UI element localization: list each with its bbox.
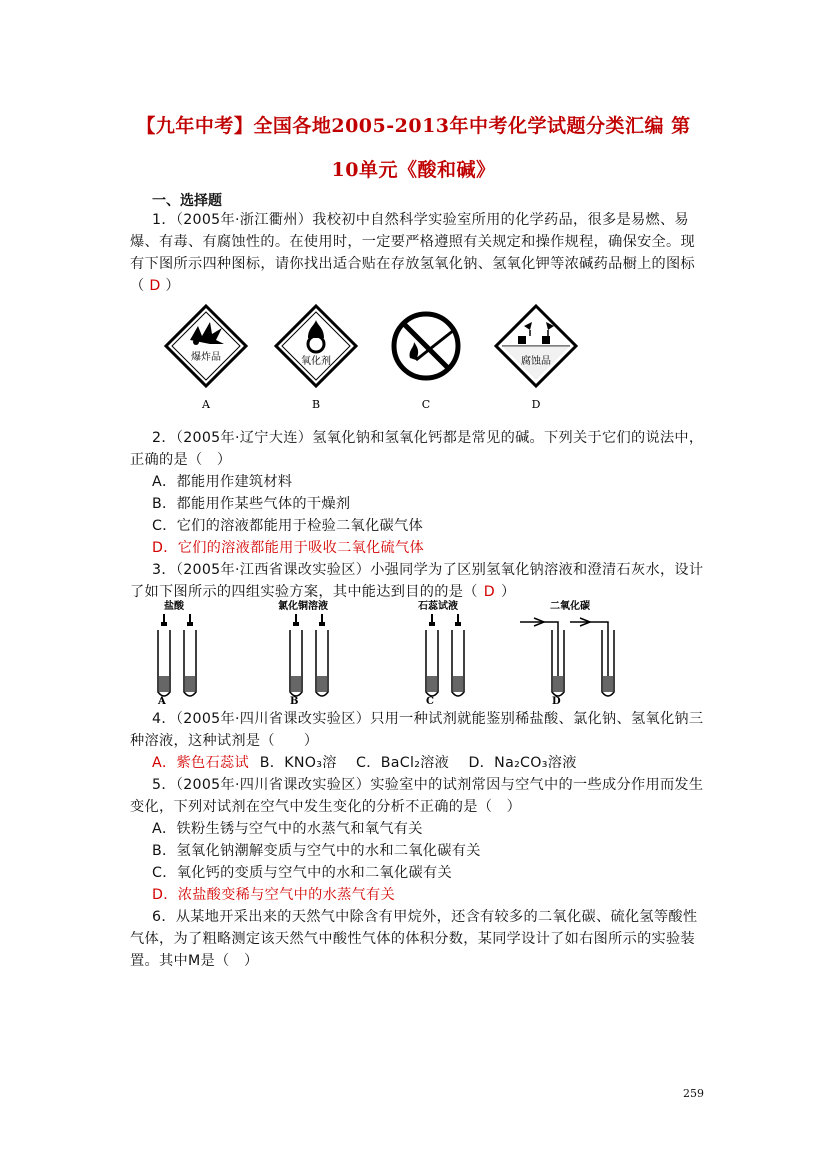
question-5-option-b: B．氢氧化钠潮解变质与空气中的水和二氧化碳有关 [152,843,481,859]
test-tube-figure [150,600,620,708]
hazard-sign-d [496,306,576,411]
hazard-sign-c-letter: C [421,398,431,411]
question-2-option-b: B．都能用作某些气体的干燥剂 [152,496,351,512]
setup-d [520,600,614,707]
setup-d-caption: 二氧化碳 [550,601,590,612]
setup-c-letter: C [426,696,434,707]
question-5-option-d: D．浓盐酸变稀与空气中的水蒸气有关 [152,887,396,903]
question-1-answer-close: ） [160,278,180,294]
question-5-option-c: C．氧化钙的变质与空气中的水和二氧化碳有关 [152,865,452,881]
hazard-sign-b-label: 氧化剂 [301,356,331,367]
setup-a-letter: A [158,696,166,707]
question-1-text: 1．（2005年·浙江衢州）我校初中自然科学实验室所用的化学药品，很多是易燃、易爆、有毒、有腐蚀性的。在使用时，一定要严格遵照有关规定和操作规程，确保安全。现有下图所示四种图标，请你找出适合贴在存放氢氧化钠、氢氧化钾等浓碱药品橱上的图标 [130,212,696,272]
hazard-sign-d-label: 腐蚀品 [521,356,551,367]
question-2-option-a: A．都能用作建筑材料 [152,474,293,490]
question-4: 4．（2005年·四川省课改实验区）只用一种试剂就能鉴别稀盐酸、氯化钠、氢氧化钠三种溶液，这种试剂是（ ） [130,711,704,749]
hazard-sign-d-letter: D [531,398,541,411]
question-5-option-a: A．铁粉生锈与空气中的水蒸气和氧气有关 [152,821,423,837]
setup-b-caption: 氯化铜溶液 [278,601,328,612]
question-3-text: 3．（2005年·江西省课改实验区）小强同学为了区别氢氧化钠溶液和澄清石灰水，设计了如下图所示的四组实验方案，其中能达到目的的是（ [130,562,704,600]
hazard-signs-figure [160,300,580,418]
question-5: 5．（2005年·四川省课改实验区）实验室中的试剂常因与空气中的一些成分作用而发生变化，下列对试剂在空气中发生变化的分析不正确的是（ ） [130,777,704,815]
setup-c [418,600,464,707]
question-4-option-rest: B．KNO₃溶 C．BaCl₂溶液 D．Na₂CO₃溶液 [259,755,577,771]
hazard-sign-c [394,314,458,411]
setup-a [157,600,196,707]
hazard-sign-b-letter: B [311,398,321,411]
setup-d-letter: D [552,696,561,707]
question-1-answer-open: （ [130,278,150,294]
no-fire-icon [394,314,458,378]
question-1-answer: D [149,278,161,294]
setup-b-letter: B [290,696,299,707]
document-title-line1: 【九年中考】全国各地2005-2013年中考化学试题分类汇编 第 [136,115,691,137]
question-3-answer-close: ） [500,584,516,600]
question-2-option-c: C．它们的溶液都能用于检验二氧化碳气体 [152,518,423,534]
question-4-options [152,752,577,774]
page-number: 259 [683,1087,704,1100]
hazard-sign-a-label: 爆炸品 [191,352,221,363]
question-2-option-d: D．它们的溶液都能用于吸收二氧化硫气体 [152,540,425,556]
setup-a-caption: 盐酸 [164,601,184,612]
hazard-sign-b [276,306,356,411]
section-heading: 一、选择题 [152,193,222,209]
question-3-answer: D [483,584,495,600]
document-title-line2: 10单元《酸和碱》 [331,159,496,181]
question-3 [130,559,705,603]
question-1 [130,209,705,297]
question-2: 2．（2005年·辽宁大连）氢氧化钠和氢氧化钙都是常见的碱。下列关于它们的说法中，正确的是（ ） [130,430,704,468]
hazard-sign-a [166,306,246,411]
setup-c-caption: 石蕊试液 [418,601,458,612]
question-6: 6．从某地开采出来的天然气中除含有甲烷外，还含有较多的二氧化碳、硫化氢等酸性气体，为了粗略测定该天然气中酸性气体的体积分数，某同学设计了如右图所示的实验装置。其中M是（ ） [130,909,698,969]
hazard-sign-a-letter: A [202,398,210,411]
question-4-option-a: A．紫色石蕊试 [152,755,249,771]
setup-b [278,600,328,707]
